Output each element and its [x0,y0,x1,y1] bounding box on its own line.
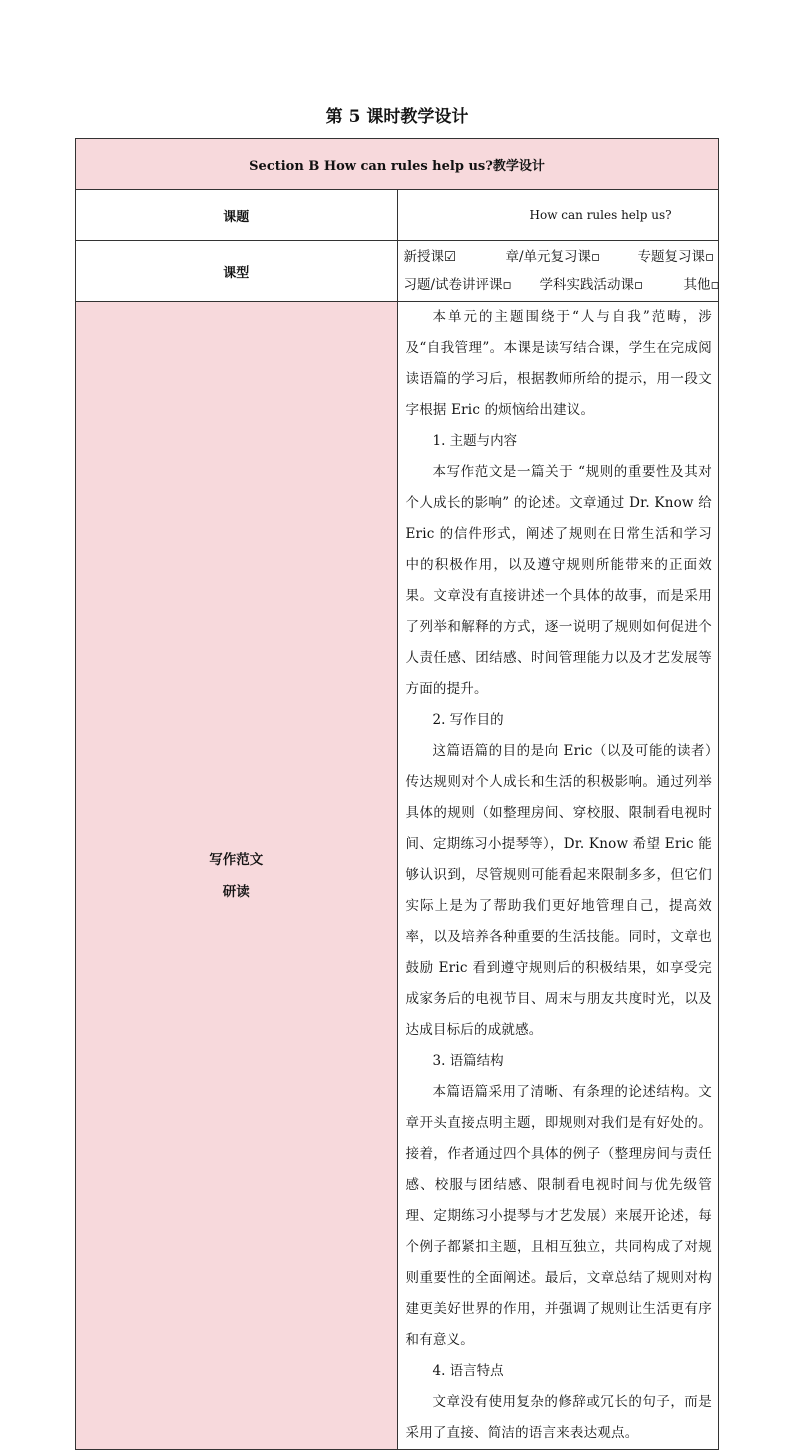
type-row [76,241,719,302]
type-options-row-2 [404,271,719,299]
type-label: 课型 [76,241,398,302]
header-row [76,139,719,190]
reading-label [76,302,398,1450]
section-heading-purpose: 2. 写作目的 [432,712,504,728]
lesson-value: How can rules help us? [397,190,719,241]
section-text-structure: 本篇语篇采用了清晰、有条理的论述结构。文章开头直接点明主题，即规则对我们是有好处的。接着，作者通过四个具体的例子（整理房间与责任感、校服与团结感、限制看电视时间与优先级管理、定期练习小提琴与才艺发展）来展开论述，每个例子都紧扣主题，且相互独立，共同构成了对规则重要性的全面阐述。最后，文章总结了规则对构建更美好世界的作用，并强调了规则让生活更有序和有意义。 [405,1084,712,1348]
type-option-unit-review: 章/单元复习课▫ [505,249,601,265]
lesson-plan-table [75,138,719,1450]
page-title: 第 5 课时教学设计 [325,107,469,127]
table-header: Section B How can rules help us?教学设计 [76,139,719,190]
section-heading-theme: 1. 主题与内容 [432,433,518,449]
intro-paragraph: 本单元的主题围绕于“人与自我”范畴，涉及“自我管理”。本课是读写结合课，学生在完成阅读语篇的学习后，根据教师所给的提示，用一段文字根据 Eric 的烦恼给出建议。 [405,309,712,418]
type-option-topic-review: 专题复习课▫ [637,249,715,265]
reading-label-line-1: 写作范文 [209,851,264,868]
reading-label-line-2: 研读 [222,883,250,900]
lesson-label: 课题 [76,190,398,241]
type-option-other: 其他▫ [683,277,720,293]
lesson-row [76,190,719,241]
type-options-row-1 [404,243,719,271]
type-options [397,241,719,302]
section-text-language: 文章没有使用复杂的修辞或冗长的句子，而是采用了直接、简洁的语言来表达观点。 [405,1394,712,1441]
section-text-purpose: 这篇语篇的目的是向 Eric（以及可能的读者）传达规则对个人成长和生活的积极影响。通过列举具体的规则（如整理房间、穿校服、限制看电视时间、定期练习小提琴等），Dr. Know 希望 Eric 能够认识到，尽管规则可能看起来限制多多，但它们实际上是为了帮助我们更好地管理自己，提高效率，以及培养各种重要的生活技能。同时，文章也鼓励 Eric 看到遵守规则后的积极结果，如享受完成家务后的电视节目、周末与朋友共度时光，以及达成目标后的成就感。 [405,743,712,1038]
section-text-theme: 本写作范文是一篇关于 “规则的重要性及其对个人成长的影响” 的论述。文章通过 Dr. Know 给 Eric 的信件形式，阐述了规则在日常生活和学习中的积极作用，以及遵守规则所能带来的正面效果。文章没有直接讲述一个具体的故事，而是采用了列举和解释的方式，逐一说明了规则如何促进个人责任感、团结感、时间管理能力以及才艺发展等方面的提升。 [405,464,712,697]
section-heading-structure: 3. 语篇结构 [432,1053,504,1069]
reading-content [397,302,719,1450]
type-option-exercise-review: 习题/试卷讲评课▫ [403,277,512,293]
type-option-new-lesson: 新授课☑ [403,249,457,265]
section-heading-language: 4. 语言特点 [432,1363,504,1379]
reading-row [76,302,719,1450]
type-option-practice-activity: 学科实践活动课▫ [539,277,644,293]
